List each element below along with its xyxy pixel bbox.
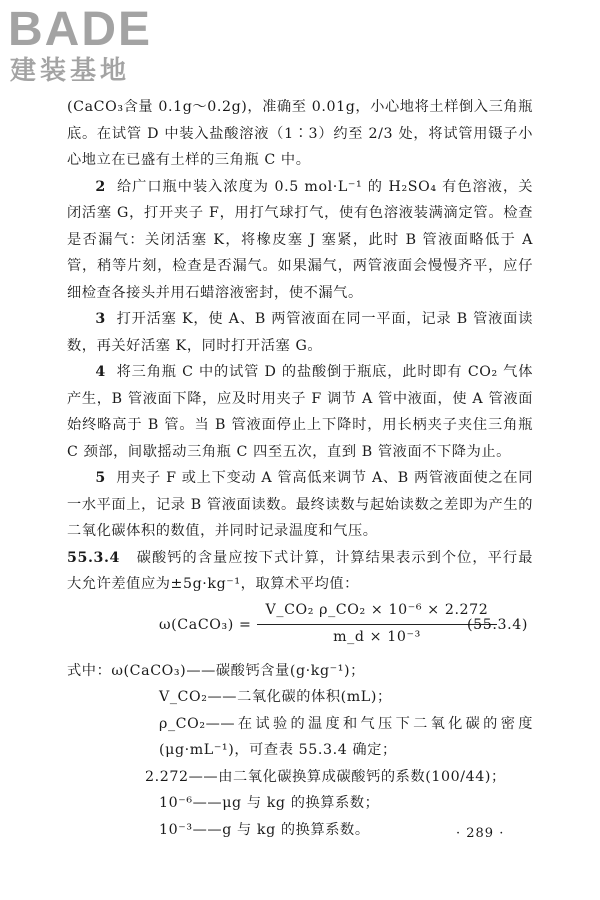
logo bbox=[8, 4, 178, 90]
section-number: 55.3.4 bbox=[67, 549, 120, 566]
formula-numerator: V_CO₂ ρ_CO₂ × 10⁻⁶ × 2.272 bbox=[257, 598, 497, 625]
definition-row bbox=[67, 658, 533, 685]
formula-lhs: ω(CaCO₃) = bbox=[159, 616, 252, 633]
step-number: 3 bbox=[95, 311, 106, 327]
definition-row bbox=[67, 711, 533, 764]
definition-symbol: 2.272 bbox=[145, 768, 189, 785]
step-text: 打开活塞 K，使 A、B 两管液面在同一平面，记录 B 管液面读数，再关好活塞 K，同时打开活塞 G。 bbox=[67, 311, 533, 354]
page-number: · 289 · bbox=[456, 826, 505, 841]
formula-denominator: m_d × 10⁻³ bbox=[333, 628, 421, 645]
formula-fraction bbox=[257, 598, 497, 649]
step-text: 将三角瓶 C 中的试管 D 的盐酸倒于瓶底，此时即有 CO₂ 气体产生，B 管液面下降，应及时用夹子 F 调节 A 管中液面，使 A 管液面始终略高于 B 管。当 B 管液面停止上下降时，用长柄夹子夹住三角瓶 C 颈部，间歇摇动三角瓶 C 四至五次，直到 B 管液面不下降为止。 bbox=[67, 364, 533, 460]
step-3 bbox=[67, 306, 533, 359]
step-2 bbox=[67, 174, 533, 307]
logo-subtitle: 建装基地 bbox=[10, 56, 131, 86]
definition-desc: ——在试验的温度和气压下二氧化碳的密度(μg·mL⁻¹)，可查表 55.3.4 确定； bbox=[159, 715, 533, 758]
definition-row bbox=[67, 684, 533, 711]
formula-number: (55.3.4) bbox=[467, 616, 528, 633]
step-number: 2 bbox=[95, 178, 106, 195]
section-55-3-4 bbox=[67, 545, 533, 598]
definition-symbol: ρ_CO₂ bbox=[159, 715, 206, 732]
definition-symbol: V_CO₂ bbox=[159, 689, 208, 705]
definition-symbol: ω(CaCO₃) bbox=[111, 662, 187, 679]
definitions-intro: 式中： bbox=[67, 662, 112, 679]
symbol-definitions bbox=[67, 658, 533, 844]
definition-desc: ——g 与 kg 的换算系数。 bbox=[192, 821, 370, 838]
definition-desc: ——μg 与 kg 的换算系数； bbox=[192, 795, 380, 811]
logo-wordmark: BADE bbox=[8, 3, 153, 56]
definition-desc: ——碳酸钙含量(g·kg⁻¹)； bbox=[186, 662, 365, 679]
step-text: 给广口瓶中装入浓度为 0.5 mol·L⁻¹ 的 H₂SO₄ 有色溶液，关闭活塞 G，打开夹子 F，用打气球打气，使有色溶液装满滴定管。检查是否漏气：关闭活塞 K，将橡皮塞 J 塞紧，此时 B 管液面略低于 A 管，稍等片刻，检查是否漏气。如果漏气，两管液面会慢慢齐平，应仔细检查各接头并用石蜡溶液密封，使不漏气。 bbox=[67, 178, 533, 301]
definition-desc: ——二氧化碳的体积(mL)； bbox=[207, 689, 392, 705]
document-body bbox=[67, 94, 533, 843]
step-5 bbox=[67, 465, 533, 545]
step-number: 4 bbox=[95, 364, 106, 380]
paragraph-continued: (CaCO₃含量 0.1g～0.2g)，准确至 0.01g，小心地将土样倒入三角瓶底。在试管 D 中装入盐酸溶液（1∶3）约至 2/3 处，将试管用镊子小心地立在已盛有土样的三角瓶 C 中。 bbox=[67, 99, 533, 168]
step-text: 用夹子 F 或上下变动 A 管高低来调节 A、B 两管液面使之在同一水平面上，记录 B 管液面读数。最终读数与起始读数之差即为产生的二氧化碳体积的数值，并同时记录温度和气压。 bbox=[67, 470, 533, 539]
step-number: 5 bbox=[95, 470, 106, 486]
definition-row bbox=[67, 764, 533, 791]
definition-symbol: 10⁻³ bbox=[159, 821, 193, 838]
definition-desc: ——由二氧化碳换算成碳酸钙的系数(100/44)； bbox=[188, 768, 506, 785]
definition-row bbox=[67, 790, 533, 817]
formula-55-3-4 bbox=[67, 598, 533, 658]
section-text: 碳酸钙的含量应按下式计算，计算结果表示到个位，平行最大允许差值应为±5g·kg⁻¹，取算术平均值： bbox=[67, 549, 533, 592]
definition-symbol: 10⁻⁶ bbox=[159, 795, 193, 811]
step-4 bbox=[67, 359, 533, 465]
